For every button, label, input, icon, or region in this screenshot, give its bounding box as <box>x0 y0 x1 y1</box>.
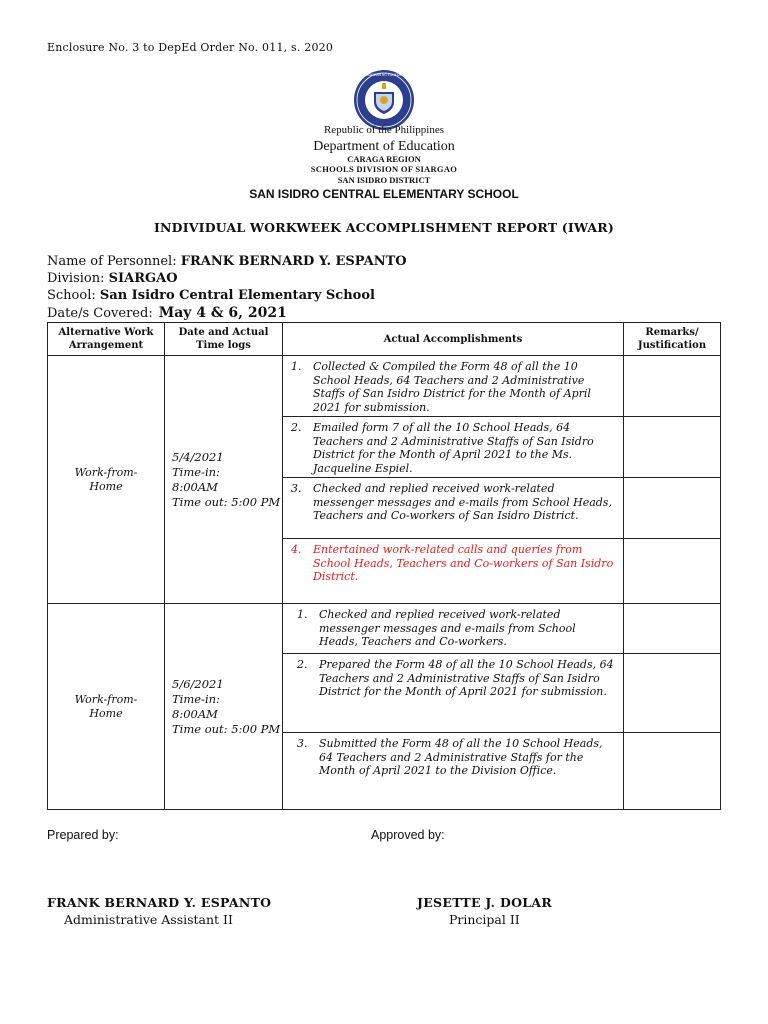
school-line: SAN ISIDRO CENTRAL ELEMENTARY SCHOOL <box>249 187 519 201</box>
arrangement-text: Work-from-Home <box>74 692 138 720</box>
enclosure-reference: Enclosure No. 3 to DepEd Order No. 011, s. 2020 <box>47 41 334 54</box>
approved-by-name: JESETTE J. DOLAR <box>417 895 553 910</box>
school-label: School: <box>47 288 96 303</box>
remarks-slot <box>624 356 720 417</box>
remarks-slot <box>624 654 720 733</box>
date-time-cell <box>165 604 283 810</box>
division-line: SCHOOLS DIVISION OF SIARGAO <box>310 164 458 174</box>
remarks-slot <box>624 539 720 603</box>
approved-by-position: Principal II <box>449 912 520 927</box>
item-number: 4. <box>291 543 302 556</box>
remarks-slot <box>624 733 720 809</box>
remarks-slot <box>624 604 720 654</box>
log-date: 5/4/2021 <box>172 449 224 464</box>
deped-seal-icon <box>352 68 416 132</box>
time-out: Time out: 5:00 PM <box>172 494 281 509</box>
dates-value: May 4 & 6, 2021 <box>158 305 287 321</box>
item-number: 2. <box>297 658 308 671</box>
item-number: 3. <box>291 482 302 495</box>
time-in-value: 8:00AM <box>172 479 218 494</box>
item-text: Checked and replied received work-related messenger messages and e-mails from School Heads, Teachers and Co-workers of San Isidro District. <box>313 482 612 522</box>
remarks-slot <box>624 478 720 539</box>
arrangement-cell <box>48 356 165 604</box>
list-item <box>283 654 623 733</box>
prepared-by-label: Prepared by: <box>47 828 119 842</box>
list-item <box>283 733 623 809</box>
item-text: Collected & Compiled the Form 48 of all the 10 School Heads, 64 Teachers and 2 Administrative Staffs of San Isidro District for the Month of April 2021 for submission. <box>313 360 591 414</box>
personnel-label: Name of Personnel: <box>47 254 177 269</box>
date-time-cell <box>165 356 283 604</box>
time-in-value: 8:00AM <box>172 706 218 721</box>
table-row <box>48 604 721 810</box>
time-in-label: Time-in: <box>172 464 220 479</box>
list-item <box>283 539 623 603</box>
dates-covered-line <box>47 305 287 321</box>
arrangement-text: Work-from-Home <box>74 465 138 493</box>
accomplishments-cell <box>283 604 624 810</box>
arrangement-cell <box>48 604 165 810</box>
personnel-line <box>47 254 407 269</box>
header-date-time: Date and Actual Time logs <box>165 323 283 356</box>
item-text: Emailed form 7 of all the 10 School Heads, 64 Teachers and 2 Administrative Staffs of San Isidro District for the Month of April 2021 to the Ms. Jacqueline Espiel. <box>313 421 594 475</box>
department-line: Department of Education <box>313 139 455 154</box>
republic-line: Republic of the Philippines <box>323 124 445 136</box>
approved-by-label: Approved by: <box>371 828 445 842</box>
remarks-cell <box>624 604 721 810</box>
personnel-value: FRANK BERNARD Y. ESPANTO <box>180 254 407 269</box>
item-number: 1. <box>291 360 302 373</box>
item-text: Checked and replied received work-related messenger messages and e-mails from School Heads, Teachers and Co-workers. <box>319 608 576 648</box>
remarks-slot <box>624 417 720 478</box>
remarks-cell <box>624 356 721 604</box>
division-value: SIARGAO <box>108 271 178 286</box>
school-info-line <box>47 288 375 303</box>
header-arrangement: Alternative Work Arrangement <box>48 323 165 356</box>
seal-text: KAGAWARAN NG EDUKASYON <box>360 73 408 77</box>
accomplishments-cell <box>283 356 624 604</box>
prepared-by-name: FRANK BERNARD Y. ESPANTO <box>47 895 272 910</box>
division-label: Division: <box>47 271 105 286</box>
item-number: 1. <box>297 608 308 621</box>
log-date: 5/6/2021 <box>172 676 224 691</box>
division-info-line <box>47 271 178 286</box>
time-out: Time out: 5:00 PM <box>172 721 281 736</box>
time-in-label: Time-in: <box>172 691 220 706</box>
header-accomplishments: Actual Accomplishments <box>283 323 624 356</box>
list-item <box>283 478 623 539</box>
header-remarks: Remarks/ Justification <box>624 323 721 356</box>
region-line: CARAGA REGION <box>347 154 421 164</box>
district-line: SAN ISIDRO DISTRICT <box>337 175 431 185</box>
accomplishment-table <box>47 322 721 810</box>
item-number: 2. <box>291 421 302 434</box>
item-text: Entertained work-related calls and queries from School Heads, Teachers and Co-workers of San Isidro District. <box>313 543 614 583</box>
table-header-row <box>48 323 721 356</box>
school-value: San Isidro Central Elementary School <box>99 288 375 303</box>
dates-label: Date/s Covered: <box>47 306 153 321</box>
item-text: Submitted the Form 48 of all the 10 School Heads, 64 Teachers and 2 Administrative Staffs for the Month of April 2021 to the Division Office. <box>319 737 603 777</box>
item-number: 3. <box>297 737 308 750</box>
list-item <box>283 356 623 417</box>
list-item <box>283 604 623 654</box>
item-text: Prepared the Form 48 of all the 10 School Heads, 64 Teachers and 2 Administrative Staffs of San Isidro District for the Month of April 2021 for submission. <box>319 658 614 698</box>
prepared-by-position: Administrative Assistant II <box>64 912 233 927</box>
report-title: INDIVIDUAL WORKWEEK ACCOMPLISHMENT REPORT (IWAR) <box>153 220 614 235</box>
list-item <box>283 417 623 478</box>
table-row <box>48 356 721 604</box>
